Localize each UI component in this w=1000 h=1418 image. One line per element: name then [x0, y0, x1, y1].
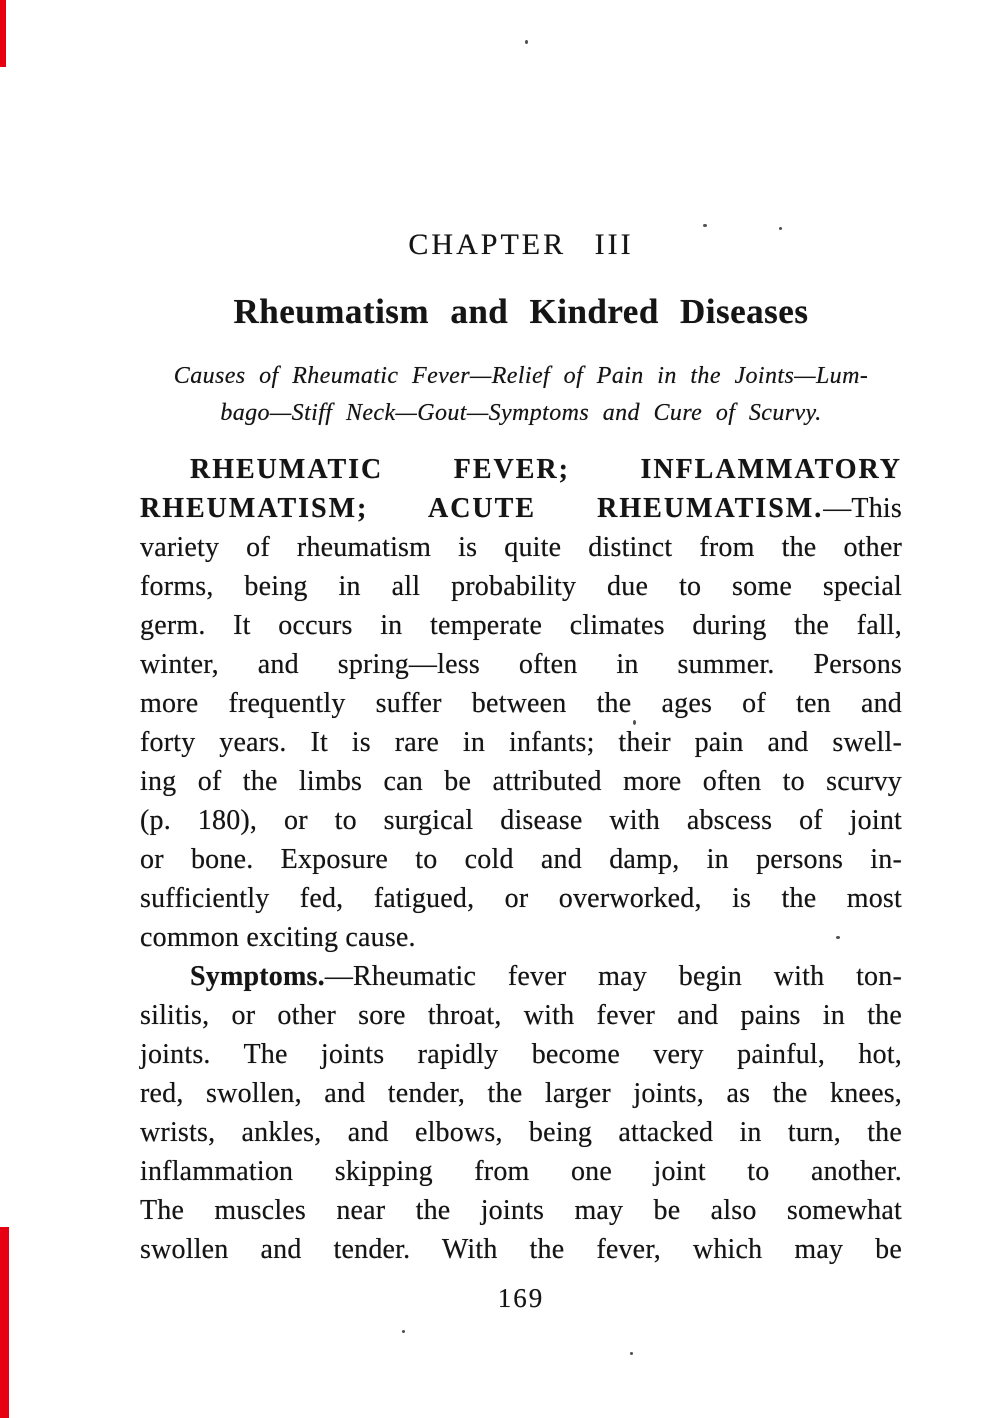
- body-line: [140, 840, 902, 879]
- text: or bone. Exposure to cold and damp, in persons in-: [140, 844, 902, 875]
- text: forty years. It is rare in infants; their pain and swell-: [140, 727, 902, 758]
- text: inflammation skipping from one joint to another.: [140, 1156, 902, 1187]
- scan-speck: [630, 1352, 633, 1355]
- scan-speck: [402, 1330, 405, 1333]
- bold-text: RHEUMATISM; ACUTE RHEUMATISM.: [140, 493, 824, 524]
- bold-text: Symptoms.: [190, 961, 325, 992]
- body-line: [140, 1074, 902, 1113]
- text: The muscles near the joints may be also somewhat: [140, 1195, 902, 1226]
- text: winter, and spring—less often in summer. Persons: [140, 649, 902, 680]
- text: forms, being in all probability due to some special: [140, 571, 902, 602]
- body-line: [140, 1035, 902, 1074]
- text: —Rheumatic fever may begin with ton-: [324, 961, 902, 992]
- chapter-heading: CHAPTER III: [408, 228, 634, 261]
- body-line: [140, 1152, 902, 1191]
- body-line: [140, 684, 902, 723]
- text: variety of rheumatism is quite distinct from the other: [140, 532, 902, 563]
- body-line: [140, 996, 902, 1035]
- body-line: [140, 801, 902, 840]
- body-line: [140, 606, 902, 645]
- body-line: [140, 957, 902, 996]
- paragraph: [140, 957, 902, 1269]
- text: (p. 180), or to surgical disease with abscess of joint: [140, 805, 902, 836]
- subtitle-line: Causes of Rheumatic Fever—Relief of Pain in the Joints—Lum-: [173, 363, 869, 389]
- chapter-subtitle: [140, 358, 902, 432]
- body-text: [140, 450, 902, 1269]
- body-line: [140, 1113, 902, 1152]
- body-line: [140, 528, 902, 567]
- text: germ. It occurs in temperate climates during the fall,: [140, 610, 902, 641]
- text: joints. The joints rapidly become very painful, hot,: [140, 1039, 902, 1070]
- body-line: [140, 723, 902, 762]
- body-line: [140, 1230, 902, 1269]
- text: red, swollen, and tender, the larger joints, as the knees,: [140, 1078, 902, 1109]
- text: more frequently suffer between the ages of ten and: [140, 688, 902, 719]
- paragraph: [140, 450, 902, 957]
- text: swollen and tender. With the fever, which may be: [140, 1234, 902, 1265]
- bold-text: RHEUMATIC FEVER; INFLAMMATORY: [190, 454, 902, 485]
- text: —This: [823, 493, 902, 524]
- body-line: [140, 450, 902, 489]
- text: silitis, or other sore throat, with fever and pains in the: [140, 1000, 902, 1031]
- page-number: 169: [497, 1283, 545, 1313]
- page-content: [140, 0, 902, 1314]
- text: sufficiently fed, fatigued, or overworked, is the most: [140, 883, 902, 914]
- text: common exciting cause.: [140, 922, 416, 953]
- subtitle-line: bago—Stiff Neck—Gout—Symptoms and Cure of Scurvy.: [220, 400, 822, 426]
- body-line: [140, 1191, 902, 1230]
- body-line: [140, 762, 902, 801]
- body-line: [140, 918, 902, 957]
- scan-edge-mark-bottom: [0, 1227, 9, 1418]
- body-line: [140, 567, 902, 606]
- text: ing of the limbs can be attributed more often to scurvy: [140, 766, 902, 797]
- body-line: [140, 489, 902, 528]
- body-line: [140, 879, 902, 918]
- body-line: [140, 645, 902, 684]
- scan-edge-mark-top: [0, 0, 6, 67]
- text: wrists, ankles, and elbows, being attacked in turn, the: [140, 1117, 902, 1148]
- page-title: Rheumatism and Kindred Diseases: [233, 292, 809, 331]
